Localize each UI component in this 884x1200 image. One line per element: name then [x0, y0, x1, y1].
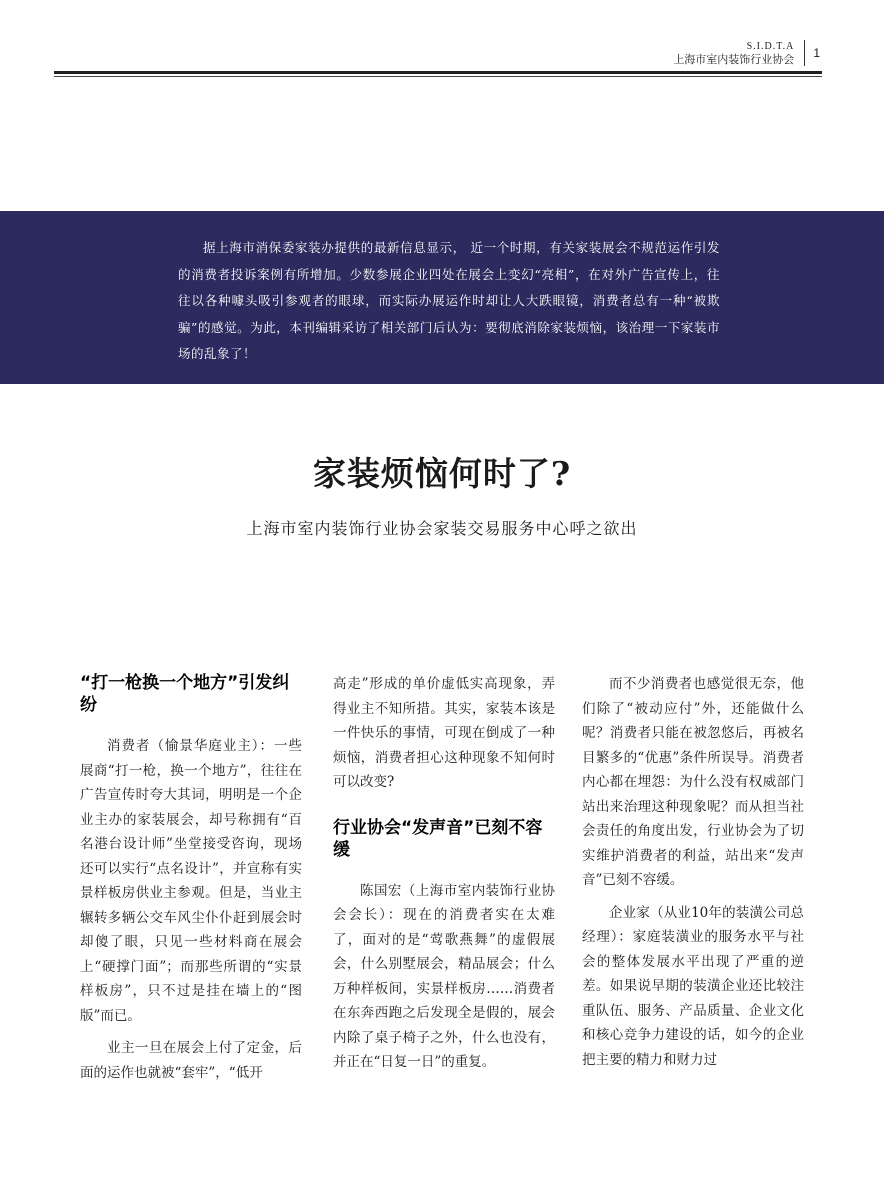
page-number: 1: [813, 46, 820, 60]
header-org: [673, 40, 794, 66]
paragraph: 而不少消费者也感觉很无奈，他们除了“被动应付”外，还能做什么呢？消费者只能在被忽悠后，再被名目繁多的“优惠”条件所误导。消费者内心都在埋怨：为什么没有权威部门站出来治理这种现象呢？而从担当社会责任的角度出发，行业协会为了切实维护消费者的利益，站出来“发声音”已刻不容缓。: [582, 676, 804, 888]
intro-banner: [0, 211, 884, 384]
column-2: [333, 672, 555, 1083]
header-rule-thick: [54, 71, 822, 74]
paragraph: 陈国宏（上海市室内装饰行业协会会长）：现在的消费者实在太难了，面对的是“莺歌燕舞”的虚假展会，什么别墅展会，精品展会；什么万种样板间，实景样板房……消费者在东奔西跑之后发现全是假的，展会内除了桌子椅子之外，什么也没有，并正在“日复一日”的重复。: [333, 882, 555, 1070]
header-org-en: S.I.D.T.A: [746, 41, 795, 52]
article-title: 家装烦恼何时了?: [312, 454, 572, 493]
header-rule-thin: [54, 76, 822, 77]
paragraph: 消费者（愉景华庭业主）：一些展商“打一枪，换一个地方”，往往在广告宣传时夸大其词，明明是一个企业主办的家装展会，却号称拥有“百名港台设计师”坐堂接受咨询，现场还可以实行“点名设计”，并宣称有实景样板房供业主参观。但是，当业主辗转多辆公交车风尘仆仆赶到展会时却傻了眼，只见一些材料商在展会上“硬撑门面”；而那些所谓的“实景样板房”，只不过是挂在墙上的“图版”而已。: [80, 738, 302, 1024]
section-heading-1: “打一枪换一个地方”引发纠纷: [80, 673, 290, 715]
paragraph: 高走”形成的单价虚低实高现象，弄得业主不知所措。其实，家装本该是一件快乐的事情，可现在倒成了一种烦恼，消费者担心这种现象不知何时可以改变?: [333, 676, 555, 790]
article-subtitle: 上海市室内装饰行业协会家装交易服务中心呼之欲出: [246, 519, 638, 538]
header-org-cn: 上海市室内装饰行业协会: [673, 53, 795, 66]
column-1: [80, 672, 302, 1093]
intro-text: 据上海市消保委家装办提供的最新信息显示， 近一个时期，有关家装展会不规范运作引发的消费者投诉案例有所增加。少数参展企业四处在展会上变幻“亮相”，在对外广告宣传上，往往以各种噱头吸引参观者的眼球，而实际办展运作时却让人大跌眼镜，消费者总有一种“被欺骗”的感觉。为此，本刊编辑采访了相关部门后认为：要彻底消除家装烦恼，该治理一下家装市场的乱象了！: [178, 240, 720, 361]
page-header: [673, 40, 820, 70]
section-heading-2: 行业协会“发声音”已刻不容缓: [333, 817, 543, 860]
paragraph: 企业家（从业10年的装潢公司总经理）：家庭装潢业的服务水平与社会的整体发展水平出现了严重的逆差。如果说早期的装潢企业还比较注重队伍、服务、产品质量、企业文化和核心竞争力建设的话，如今的企业把主要的精力和财力过: [582, 904, 804, 1068]
header-divider: [804, 40, 805, 66]
paragraph: 业主一旦在展会上付了定金，后面的运作也就被“套牢”，“低开: [80, 1040, 302, 1081]
column-3: [582, 672, 804, 1080]
